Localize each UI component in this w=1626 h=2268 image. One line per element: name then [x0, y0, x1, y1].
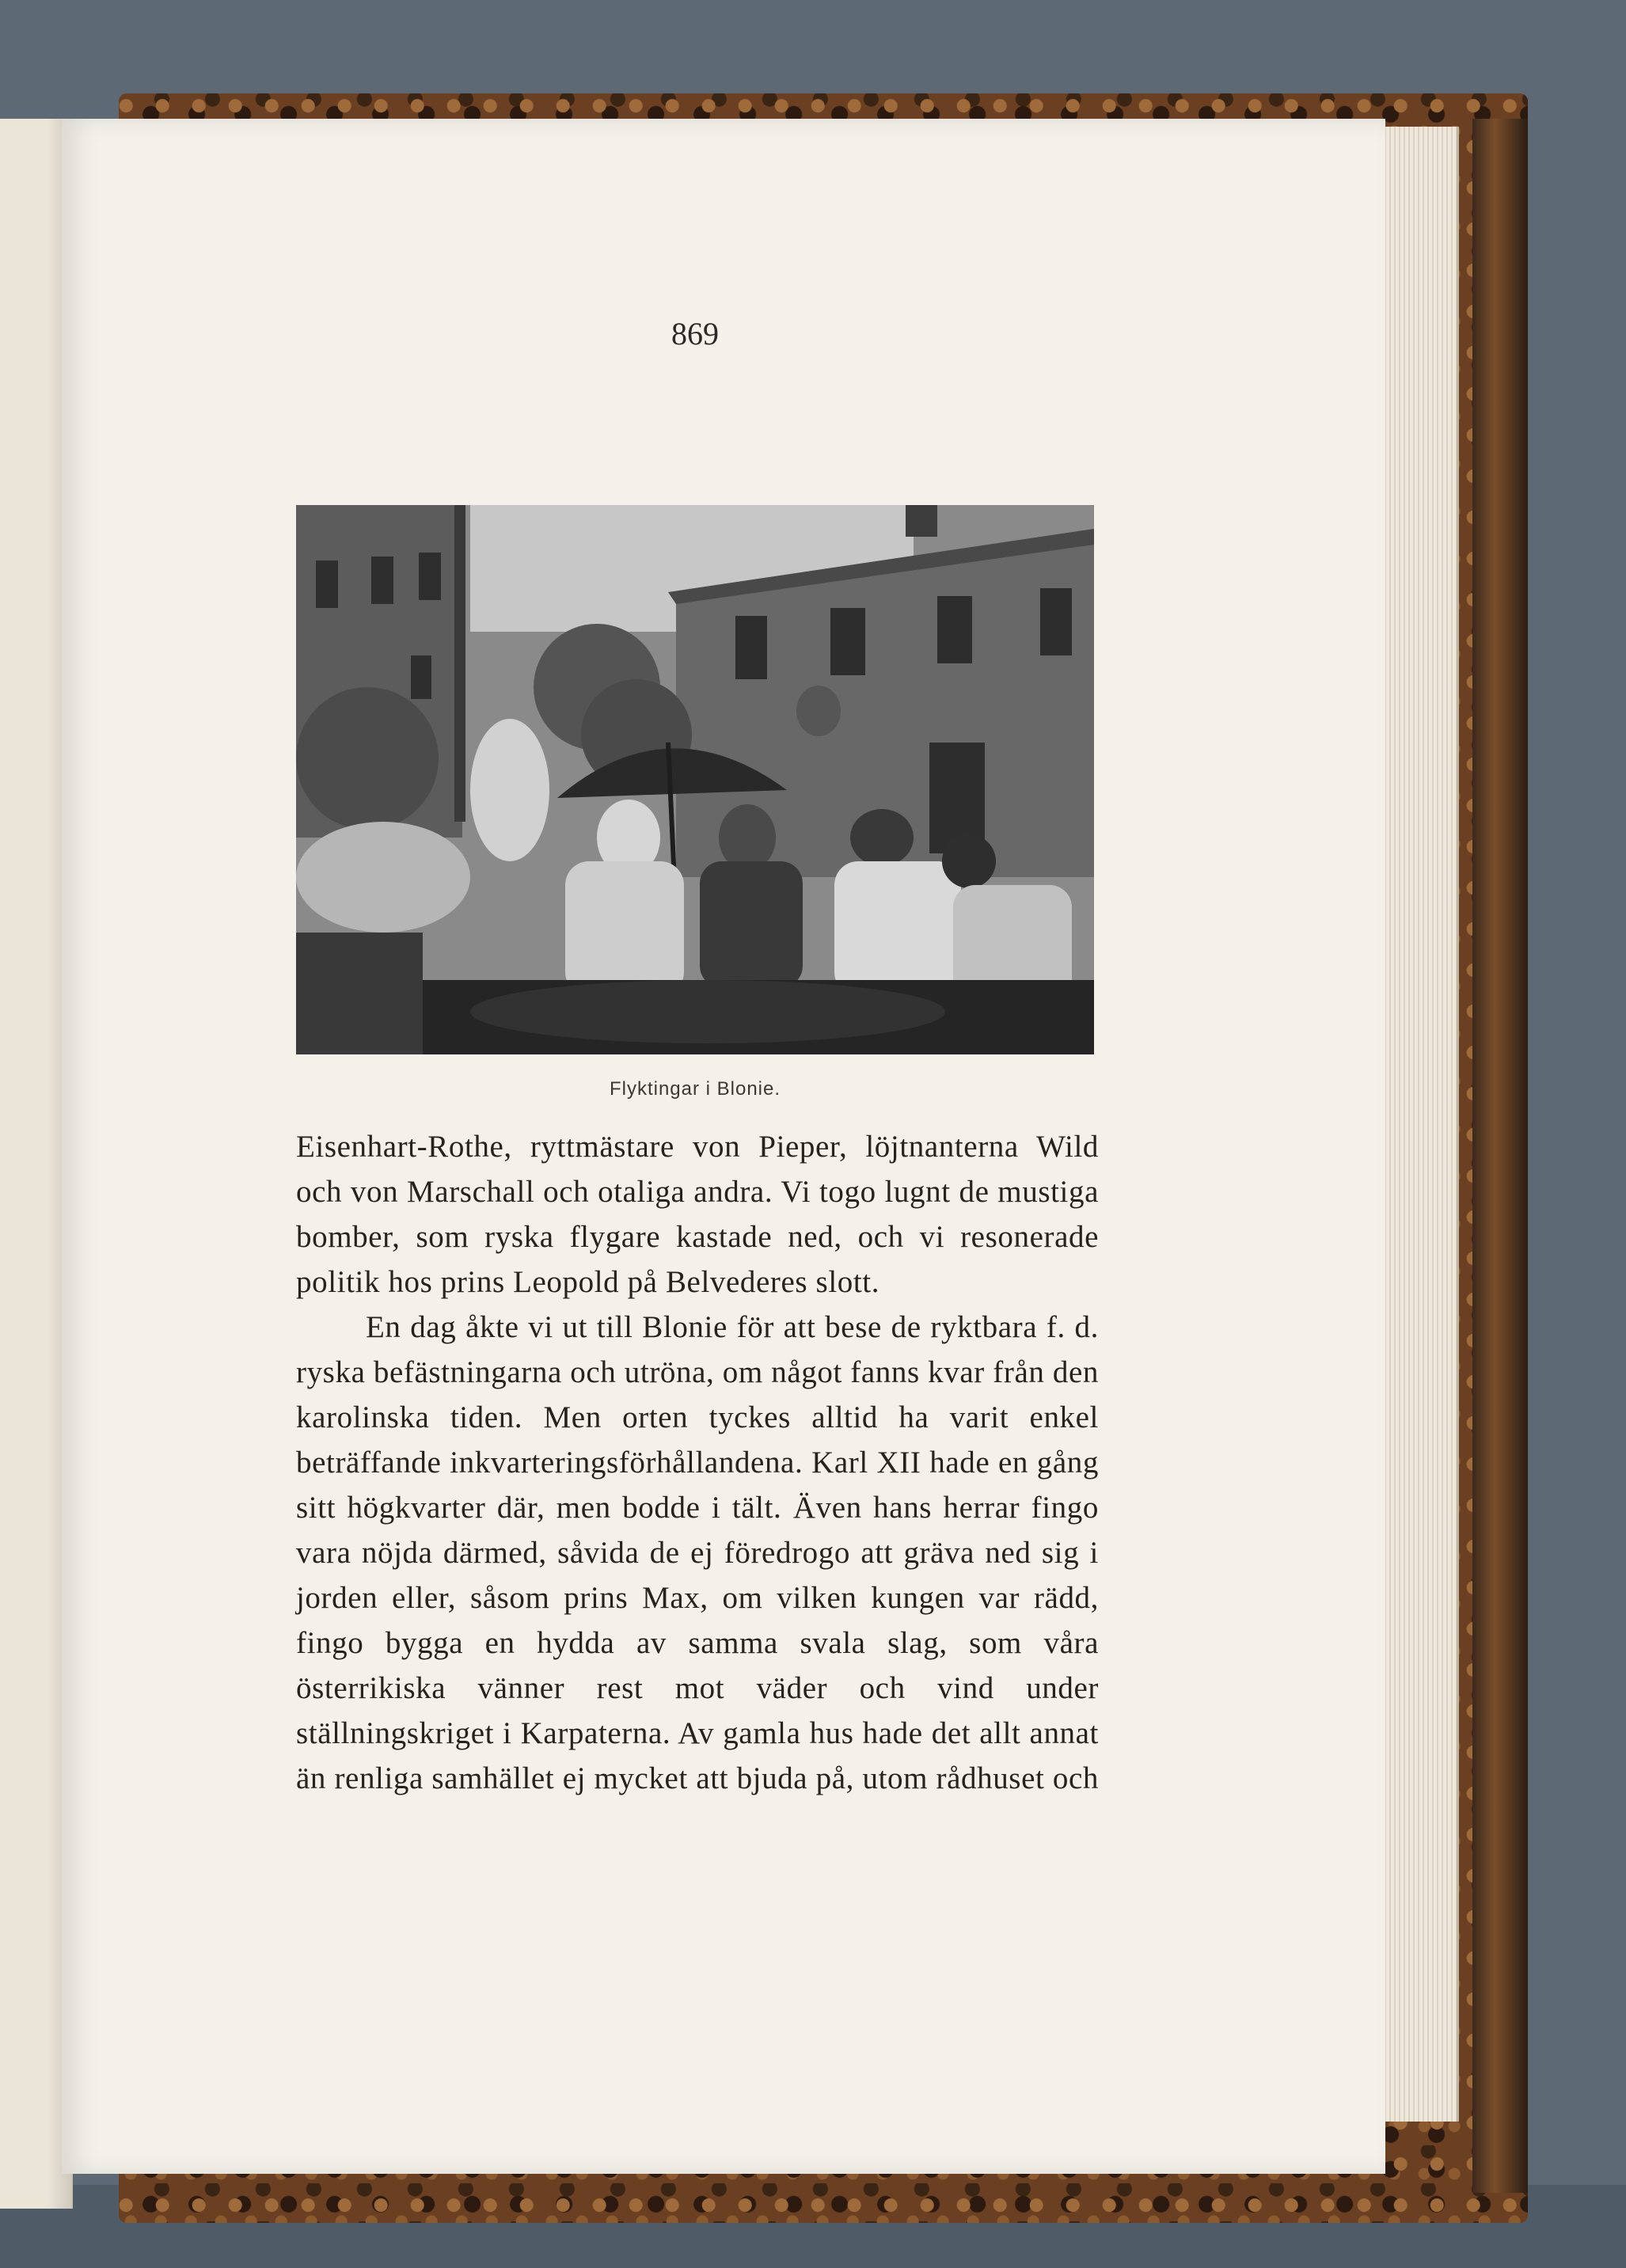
photo-caption: Flyktingar i Blonie.: [609, 1078, 781, 1100]
body-text: [296, 1124, 1099, 1801]
book-page: [62, 119, 1385, 2174]
photograph-image: [296, 505, 1094, 1054]
paragraph: Eisenhart-Rothe, ryttmästare von Pieper, löjtnanterna Wild och von Marschall och otaliga andra. Vi togo lugnt de mustiga bomber, som ryska flygare kastade ned, och vi resonerade politik hos prins Leopold på Belvederes slott.: [296, 1130, 1099, 1299]
book-cover-edge: [1472, 119, 1528, 2193]
paragraph: En dag åkte vi ut till Blonie för att bese de ryktbara f. d. ryska befästningarna och utröna, om något fanns kvar från den karolinska tiden. Men orten tyckes alltid ha varit enkel beträffande inkvarteringsförhållandena. Karl XII hade en gång sitt högkvarter där, men bodde i tält. Även hans herrar fingo vara nöjda därmed, såvida de ej föredrogo att gräva ned sig i jorden eller, såsom prins Max, om vilken kungen var rädd, fingo bygga en hydda av samma svala slag, som våra österrikiska vänner rest mot väder och vind under ställningskriget i Karpaterna. Av gamla hus hade det allt annat än renliga samhället ej mycket att bjuda på, utom rådhuset och: [296, 1310, 1099, 1795]
page-number: 869: [671, 316, 719, 351]
photograph-refugees: [296, 505, 1094, 1054]
page-block-edges: [1381, 127, 1459, 2122]
